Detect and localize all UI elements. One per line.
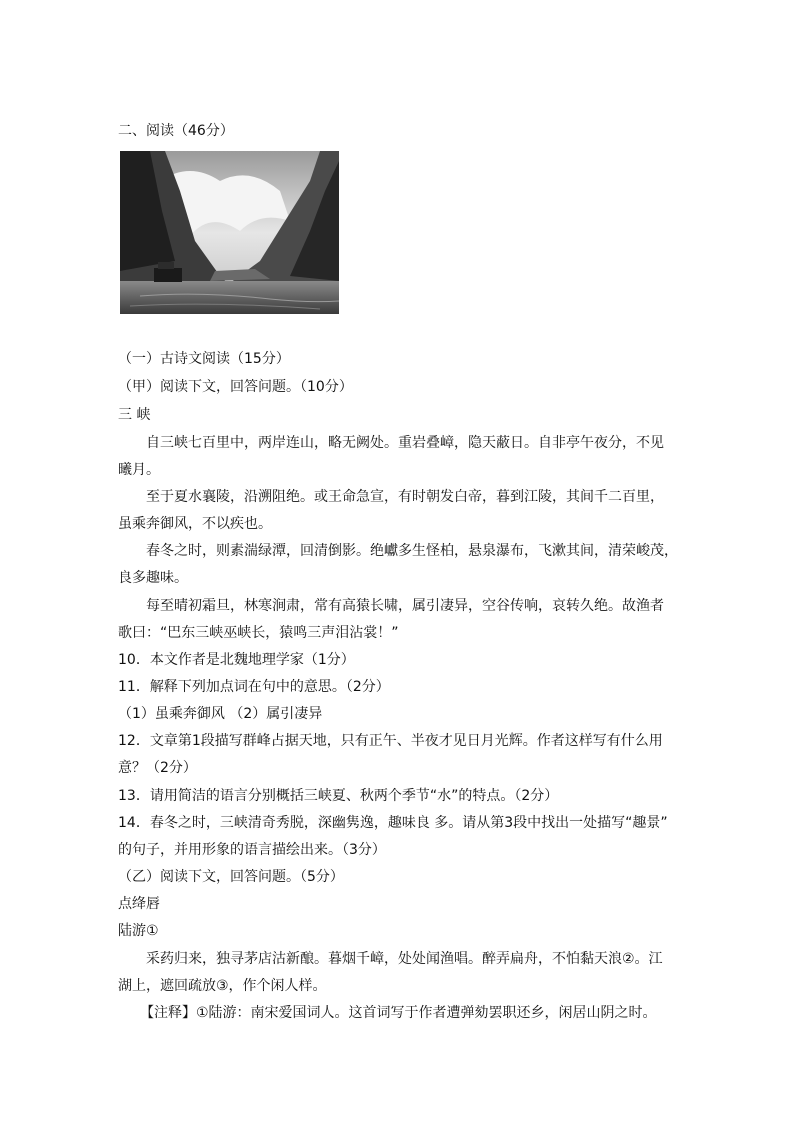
part-jia-title: （甲）阅读下文，回答问题。（10分） <box>118 379 353 395</box>
paragraph-1-line-1: 自三峡七百里中，两岸连山，略无阙处。重岩叠嶂，隐天蔽日。自非亭午夜分，不见 <box>146 435 664 451</box>
section-title: 二、阅读（46分） <box>118 123 234 139</box>
poem-2-line-1: 采药归来，独寻茅店沽新酿。暮烟千嶂，处处闻渔唱。醉弄扁舟，不怕黏天浪②。江 <box>146 951 663 967</box>
poem-title: 三 峡 <box>118 407 151 423</box>
photo-image <box>120 151 339 314</box>
paragraph-3-line-1: 春冬之时，则素湍绿潭，回清倒影。绝巘多生怪柏，悬泉瀑布，飞漱其间，清荣峻茂， <box>146 543 678 559</box>
question-10: 10．本文作者是北魏地理学家（1分） <box>118 652 355 668</box>
paragraph-2-line-1: 至于夏水襄陵，沿溯阻绝。或王命急宣，有时朝发白帝，暮到江陵，其间千二百里， <box>146 489 664 505</box>
question-12-line-2: 意？（2分） <box>118 760 197 776</box>
question-14-line-2: 的句子，并用形象的语言描绘出来。（3分） <box>118 842 386 858</box>
question-11: 11．解释下列加点词在句中的意思。（2分） <box>118 679 390 695</box>
poem-2-author: 陆游① <box>118 923 159 939</box>
paragraph-1-line-2: 曦月。 <box>118 462 160 478</box>
gorge-landscape-photo <box>120 151 339 314</box>
subsection-title: （一）古诗文阅读（15分） <box>118 351 290 367</box>
question-12-line-1: 12．文章第1段描写群峰占据天地，只有正午、半夜才见日月光辉。作者这样写有什么用 <box>118 733 663 749</box>
question-13: 13．请用简洁的语言分别概括三峡夏、秋两个季节“水”的特点。（2分） <box>118 788 559 804</box>
poem-2-title: 点绛唇 <box>118 896 160 912</box>
paragraph-2-line-2: 虽乘奔御风，不以疾也。 <box>118 516 272 532</box>
part-yi-title: （乙）阅读下文，回答问题。（5分） <box>118 869 344 885</box>
poem-2-line-2: 湖上，遮回疏放③，作个闲人样。 <box>118 978 327 994</box>
paragraph-4-line-1: 每至晴初霜旦，林寒涧肃，常有高猿长啸，属引凄异，空谷传响，哀转久绝。故渔者 <box>146 598 664 614</box>
paragraph-4-line-2: 歌曰：“巴东三峡巫峡长，猿鸣三声泪沾裳！” <box>118 625 399 641</box>
paragraph-3-line-2: 良多趣味。 <box>118 570 188 586</box>
question-11-items: （1）虽乘奔御风 （2）属引凄异 <box>118 706 323 722</box>
annotation-note: 【注释】①陆游：南宋爱国词人。这首词写于作者遭弹劾罢职还乡，闲居山阴之时。 <box>140 1005 657 1021</box>
question-14-line-1: 14．春冬之时，三峡清奇秀脱，深幽隽逸，趣味良 多。请从第3段中找出一处描写“趣景” <box>118 815 668 831</box>
